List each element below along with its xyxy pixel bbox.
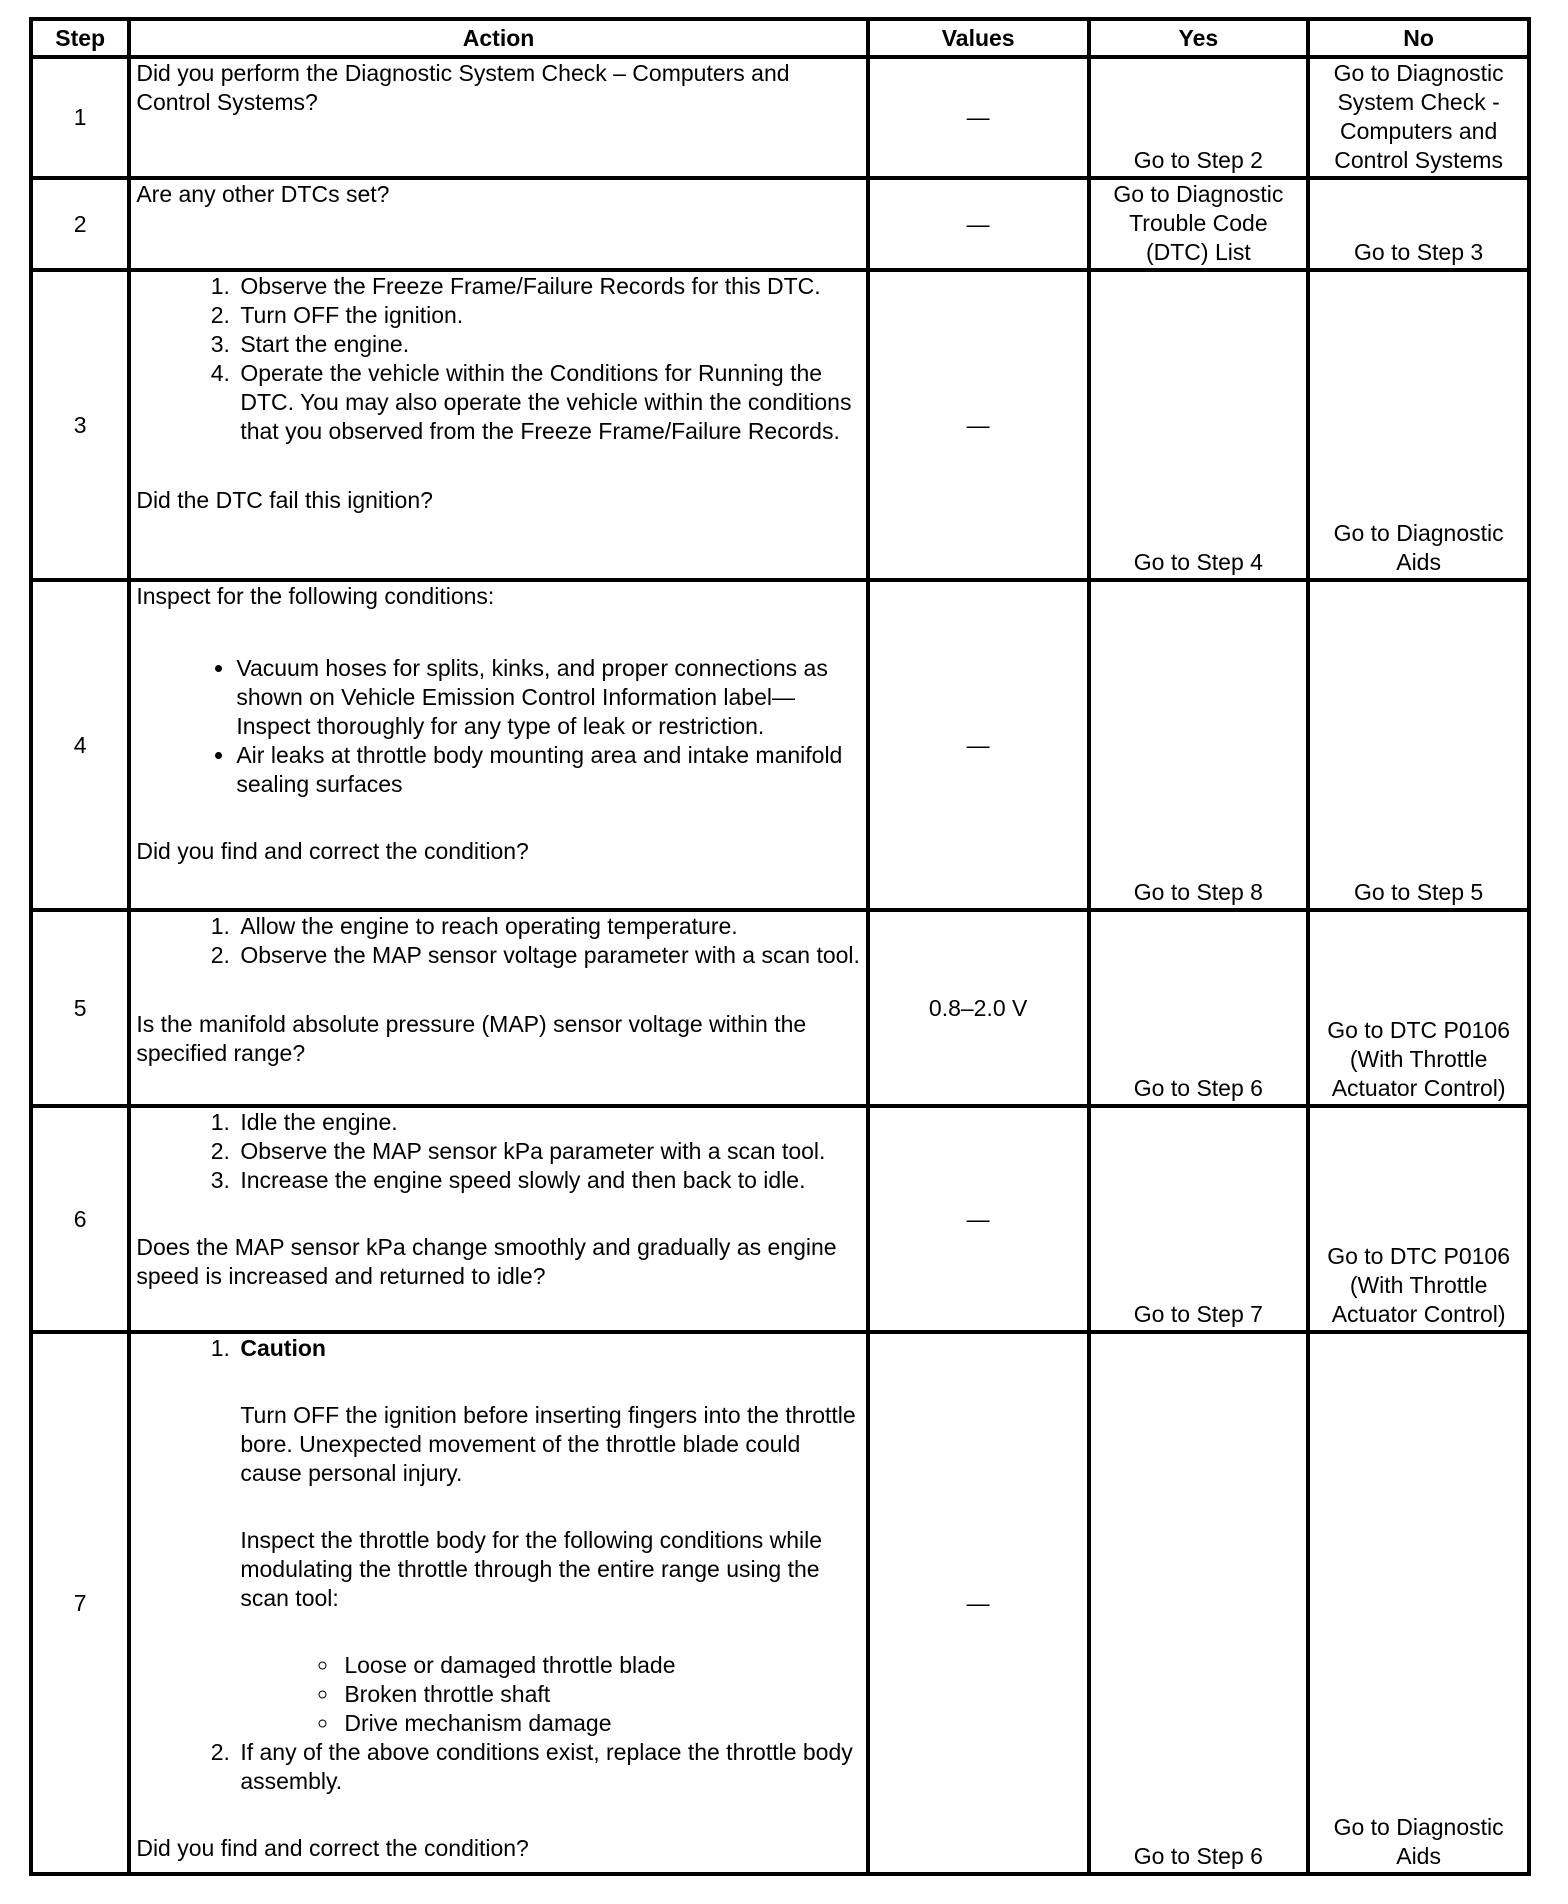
list-item: 1. Idle the engine. bbox=[236, 1108, 860, 1137]
list-item: 1. Allow the engine to reach operating temperature. bbox=[236, 912, 860, 941]
condition-list bbox=[136, 654, 860, 799]
no-cell: Go to Diagnostic Aids bbox=[1308, 270, 1529, 580]
table-row bbox=[31, 580, 1529, 910]
list-item: 2. If any of the above conditions exist, replace the throttle body assembly. bbox=[236, 1738, 860, 1796]
list-item: • Air leaks at throttle body mounting area and intake manifold sealing surfaces bbox=[236, 741, 860, 799]
diagnostic-table bbox=[29, 17, 1531, 1876]
inspect-text: Inspect the throttle body for the following conditions while modulating the throttle through the entire range using the scan tool: bbox=[240, 1527, 823, 1611]
table-row bbox=[31, 178, 1529, 270]
list-item: 4. Operate the vehicle within the Conditions for Running the DTC. You may also operate the vehicle within the conditions that you observed from the Freeze Frame/Failure Records. bbox=[236, 359, 860, 446]
list-item: 3. Start the engine. bbox=[236, 330, 860, 359]
action-list bbox=[136, 912, 860, 970]
header-step: Step bbox=[31, 19, 129, 57]
action-cell bbox=[129, 1332, 867, 1874]
header-action: Action bbox=[129, 19, 867, 57]
question: Is the manifold absolute pressure (MAP) sensor voltage within the specified range? bbox=[136, 1011, 807, 1066]
list-item: 2. Observe the MAP sensor voltage parameter with a scan tool. bbox=[236, 941, 860, 970]
no-cell: Go to DTC P0106 (With Throttle Actuator Control) bbox=[1308, 910, 1529, 1106]
value-cell: — bbox=[868, 57, 1089, 178]
step-number: 4 bbox=[31, 580, 129, 910]
header-yes: Yes bbox=[1089, 19, 1309, 57]
no-cell: Go to Diagnostic System Check - Computers and Control Systems bbox=[1308, 57, 1529, 178]
value-cell: — bbox=[868, 178, 1089, 270]
header-no: No bbox=[1308, 19, 1529, 57]
table-row bbox=[31, 1106, 1529, 1332]
value-cell: — bbox=[868, 580, 1089, 910]
question: Does the MAP sensor kPa change smoothly and gradually as engine speed is increased and returned to idle? bbox=[136, 1234, 837, 1289]
list-item: 2. Turn OFF the ignition. bbox=[236, 301, 860, 330]
question: Did you perform the Diagnostic System Check – Computers and Control Systems? bbox=[136, 60, 790, 115]
list-item: ◦ Loose or damaged throttle blade bbox=[340, 1651, 860, 1680]
value-cell: — bbox=[868, 270, 1089, 580]
value-cell: — bbox=[868, 1332, 1089, 1874]
yes-cell: Go to Step 8 bbox=[1089, 580, 1309, 910]
action-list bbox=[136, 272, 860, 446]
list-item: ◦ Drive mechanism damage bbox=[340, 1709, 860, 1738]
caution-text: Turn OFF the ignition before inserting fingers into the throttle bore. Unexpected movement of the throttle blade could cause personal injury. bbox=[240, 1402, 856, 1486]
step-number: 2 bbox=[31, 178, 129, 270]
no-cell: Go to Diagnostic Aids bbox=[1308, 1332, 1529, 1874]
action-list bbox=[136, 1334, 860, 1796]
header-values: Values bbox=[868, 19, 1089, 57]
question: Did you find and correct the condition? bbox=[136, 838, 529, 864]
step-number: 6 bbox=[31, 1106, 129, 1332]
yes-cell: Go to Diagnostic Trouble Code (DTC) List bbox=[1089, 178, 1309, 270]
action-cell bbox=[129, 57, 867, 178]
step-number: 5 bbox=[31, 910, 129, 1106]
table-row bbox=[31, 1332, 1529, 1874]
value-cell: 0.8–2.0 V bbox=[868, 910, 1089, 1106]
question: Are any other DTCs set? bbox=[136, 181, 390, 207]
value-cell: — bbox=[868, 1106, 1089, 1332]
table-row bbox=[31, 270, 1529, 580]
no-cell: Go to Step 3 bbox=[1308, 178, 1529, 270]
sub-condition-list bbox=[240, 1651, 860, 1738]
caution-title: Caution bbox=[240, 1335, 326, 1361]
yes-cell: Go to Step 6 bbox=[1089, 910, 1309, 1106]
question: Did you find and correct the condition? bbox=[136, 1835, 529, 1861]
list-item: ◦ Broken throttle shaft bbox=[340, 1680, 860, 1709]
action-cell bbox=[129, 1106, 867, 1332]
list-item: 1. Observe the Freeze Frame/Failure Records for this DTC. bbox=[236, 272, 860, 301]
no-cell: Go to DTC P0106 (With Throttle Actuator Control) bbox=[1308, 1106, 1529, 1332]
step-number: 3 bbox=[31, 270, 129, 580]
header-row bbox=[31, 19, 1529, 57]
action-cell bbox=[129, 910, 867, 1106]
action-cell bbox=[129, 580, 867, 910]
question: Did the DTC fail this ignition? bbox=[136, 487, 433, 513]
intro-text: Inspect for the following conditions: bbox=[136, 583, 495, 609]
list-item: 2. Observe the MAP sensor kPa parameter with a scan tool. bbox=[236, 1137, 860, 1166]
action-cell bbox=[129, 270, 867, 580]
step-number: 1 bbox=[31, 57, 129, 178]
yes-cell: Go to Step 6 bbox=[1089, 1332, 1309, 1874]
action-list bbox=[136, 1108, 860, 1195]
table-row bbox=[31, 57, 1529, 178]
action-cell bbox=[129, 178, 867, 270]
list-item: • Vacuum hoses for splits, kinks, and proper connections as shown on Vehicle Emission Control Information label—Inspect thoroughly for any type of leak or restriction. bbox=[236, 654, 860, 741]
yes-cell: Go to Step 4 bbox=[1089, 270, 1309, 580]
yes-cell: Go to Step 2 bbox=[1089, 57, 1309, 178]
list-item bbox=[236, 1334, 860, 1738]
step-number: 7 bbox=[31, 1332, 129, 1874]
list-item: 3. Increase the engine speed slowly and then back to idle. bbox=[236, 1166, 860, 1195]
no-cell: Go to Step 5 bbox=[1308, 580, 1529, 910]
yes-cell: Go to Step 7 bbox=[1089, 1106, 1309, 1332]
table-row bbox=[31, 910, 1529, 1106]
